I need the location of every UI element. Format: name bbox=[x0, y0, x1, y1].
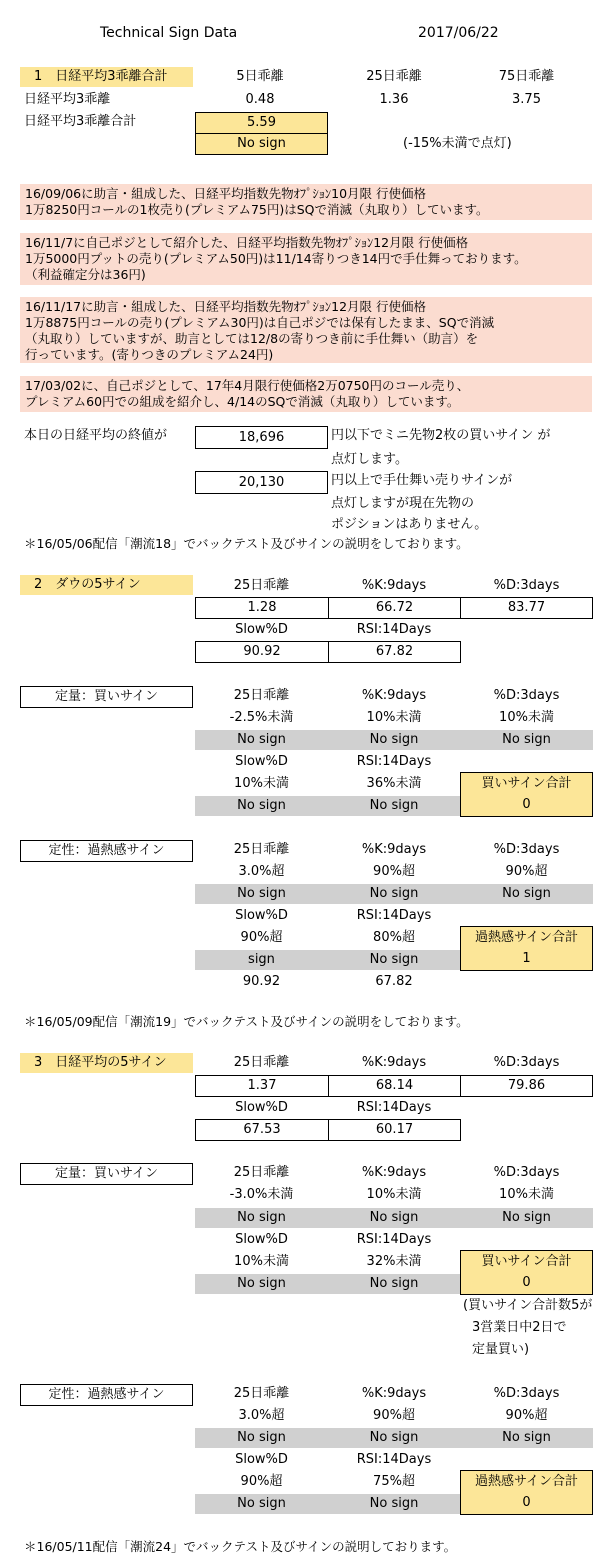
page-title: Technical Sign Data bbox=[100, 25, 238, 41]
s2-heat-sign-d: No sign bbox=[502, 886, 551, 901]
s3-col-slowd: Slow%D bbox=[235, 1100, 288, 1115]
s3-buy-col-k: %K:9days bbox=[361, 1165, 427, 1180]
s2-val-d: 83.77 bbox=[460, 597, 593, 619]
s2-buy-total-value: 0 bbox=[522, 797, 531, 812]
s1-sign: No sign bbox=[195, 133, 328, 155]
s3-val-d: 79.86 bbox=[460, 1075, 593, 1097]
s2-buy-total bbox=[460, 772, 593, 817]
buy-threshold-value: 18,696 bbox=[195, 426, 328, 449]
s3-buy-sign-d: No sign bbox=[502, 1210, 551, 1225]
s1-val-5d: 0.48 bbox=[245, 92, 275, 107]
s3-heat-sign-slowd: No sign bbox=[237, 1496, 286, 1511]
s2-buy-th-k: 10%未満 bbox=[366, 710, 422, 725]
s2-heat-sign-rsi: No sign bbox=[369, 952, 419, 967]
s3-col-25d: 25日乖離 bbox=[233, 1055, 290, 1070]
s3-heat-th-rsi: 75%超 bbox=[373, 1474, 415, 1489]
s3-heat-sign-d: No sign bbox=[502, 1430, 551, 1445]
s3-buy-th-slowd: 10%未満 bbox=[234, 1254, 289, 1269]
s2-val-rsi: 67.82 bbox=[328, 641, 461, 663]
s2-buy-sign-d: No sign bbox=[502, 732, 551, 747]
s2-heat-sign-slowd: sign bbox=[248, 952, 275, 967]
s3-col-k: %K:9days bbox=[361, 1055, 427, 1070]
s2-buy-sign-25d: No sign bbox=[237, 732, 286, 747]
note-4: 17/03/02に、自己ポジとして、17年4月限行使価格2万0750円のコール売り、 プレミアム60円での組成を紹介し、4/14のSQで消滅（丸取り）しています。 bbox=[20, 376, 592, 412]
reference-note-2: ＊16/05/09配信「潮流19」でバックテスト及びサインの説明をしております。 bbox=[24, 1014, 469, 1029]
s2-heat-val-slowd: 90.92 bbox=[242, 974, 281, 989]
s3-buy-col-rsi: RSI:14Days bbox=[356, 1232, 432, 1247]
s2-buy-th-25d: -2.5%未満 bbox=[229, 710, 294, 725]
s3-heat-total-value: 0 bbox=[522, 1495, 531, 1510]
s3-buy-sign-k: No sign bbox=[369, 1210, 419, 1225]
s3-heat-th-d: 90%超 bbox=[505, 1408, 548, 1423]
s3-heat-sign-k: No sign bbox=[369, 1430, 419, 1445]
s3-buy-col-d: %D:3days bbox=[493, 1165, 560, 1180]
reference-note-3: ＊16/05/11配信「潮流24」でバックテスト及びサインの説明しております。 bbox=[24, 1539, 457, 1554]
s3-val-slowd: 67.53 bbox=[195, 1119, 329, 1141]
s3-val-k: 68.14 bbox=[328, 1075, 461, 1097]
s2-heat-label: 定性：過熱感サイン bbox=[20, 840, 193, 862]
s2-buy-sign-k: No sign bbox=[369, 732, 419, 747]
s3-buy-note-3: 定量買い) bbox=[472, 1342, 530, 1357]
s3-buy-col-25d: 25日乖離 bbox=[233, 1165, 290, 1180]
s3-col-rsi: RSI:14Days bbox=[356, 1100, 432, 1115]
s3-heat-th-25d: 3.0%超 bbox=[238, 1408, 285, 1423]
s3-buy-total-label: 買いサイン合計 bbox=[481, 1254, 572, 1269]
s3-heat-col-slowd: Slow%D bbox=[235, 1452, 288, 1467]
s2-heat-col-rsi: RSI:14Days bbox=[356, 908, 432, 923]
s2-buy-col-k: %K:9days bbox=[361, 688, 427, 703]
s2-buy-th-rsi: 36%未満 bbox=[366, 776, 422, 791]
section3-title: 3 日経平均の5サイン bbox=[20, 1053, 193, 1073]
s2-heat-th-d: 90%超 bbox=[505, 864, 548, 879]
s1-col-25d: 25日乖離 bbox=[366, 69, 422, 84]
s2-heat-th-k: 90%超 bbox=[373, 864, 415, 879]
s2-col-k: %K:9days bbox=[361, 578, 427, 593]
note-2: 16/11/7に自己ポジとして紹介した、日経平均指数先物ｵﾌﾟｼｮﾝ12月限 行使価格 1万5000円プットの売り(プレミアム50円)は11/14寄りつき14円で手仕舞っております。 （利益確定分は36円) bbox=[20, 233, 592, 285]
s2-buy-col-slowd: Slow%D bbox=[235, 754, 288, 769]
s2-heat-th-25d: 3.0%超 bbox=[238, 864, 285, 879]
s2-col-d: %D:3days bbox=[493, 578, 560, 593]
s3-buy-label: 定量：買いサイン bbox=[20, 1163, 193, 1185]
s1-val-75d: 3.75 bbox=[512, 92, 541, 107]
s2-heat-total-label: 過熱感サイン合計 bbox=[474, 930, 579, 945]
s3-heat-col-k: %K:9days bbox=[361, 1386, 427, 1401]
s2-val-k: 66.72 bbox=[328, 597, 461, 619]
s2-heat-col-k: %K:9days bbox=[361, 842, 427, 857]
s3-buy-th-d: 10%未満 bbox=[499, 1187, 554, 1202]
s2-buy-th-slowd: 10%未満 bbox=[234, 776, 289, 791]
s3-heat-col-rsi: RSI:14Days bbox=[356, 1452, 432, 1467]
report-date: 2017/06/22 bbox=[418, 25, 499, 41]
s2-buy-sign-rsi: No sign bbox=[369, 798, 419, 813]
s3-heat-label: 定性：過熱感サイン bbox=[20, 1384, 193, 1406]
s3-buy-th-k: 10%未満 bbox=[366, 1187, 422, 1202]
buy-threshold-text1: 円以下でミニ先物2枚の買いサイン が bbox=[331, 428, 551, 443]
s2-val-25d: 1.28 bbox=[195, 597, 329, 619]
s3-buy-sign-rsi: No sign bbox=[369, 1276, 419, 1291]
sell-threshold-text2: 点灯しますが現在先物の bbox=[331, 496, 475, 511]
s2-col-slowd: Slow%D bbox=[235, 622, 288, 637]
s3-buy-sign-25d: No sign bbox=[237, 1210, 286, 1225]
s2-heat-th-rsi: 80%超 bbox=[373, 930, 415, 945]
s2-buy-th-d: 10%未満 bbox=[499, 710, 554, 725]
section2-title: 2 ダウの5サイン bbox=[20, 575, 193, 595]
s2-val-slowd: 90.92 bbox=[195, 641, 329, 663]
s1-val-25d: 1.36 bbox=[379, 92, 409, 107]
sell-threshold-text3: ポジションはありません。 bbox=[331, 517, 488, 532]
s3-buy-col-slowd: Slow%D bbox=[235, 1232, 288, 1247]
s2-col-25d: 25日乖離 bbox=[233, 578, 290, 593]
s3-buy-note-2: 3営業日中2日で bbox=[472, 1320, 567, 1335]
s1-col-5d: 5日乖離 bbox=[236, 69, 284, 84]
buy-threshold-text2: 点灯します。 bbox=[331, 452, 408, 467]
s2-buy-label: 定量：買いサイン bbox=[20, 686, 193, 708]
close-label: 本日の日経平均の終値が bbox=[24, 428, 168, 443]
s1-note: (-15%未満で点灯) bbox=[403, 136, 512, 151]
s1-col-75d: 75日乖離 bbox=[498, 69, 555, 84]
reference-note-1: ＊16/05/06配信「潮流18」でバックテスト及びサインの説明をしております。 bbox=[24, 536, 469, 551]
s1-sum-value: 5.59 bbox=[195, 112, 328, 134]
s3-val-25d: 1.37 bbox=[195, 1075, 329, 1097]
s2-buy-col-d: %D:3days bbox=[493, 688, 560, 703]
s3-val-rsi: 60.17 bbox=[328, 1119, 461, 1141]
s2-heat-total bbox=[460, 926, 593, 971]
note-1: 16/09/06に助言・組成した、日経平均指数先物ｵﾌﾟｼｮﾝ10月限 行使価格 1万8250円コールの1枚売り(プレミアム75円)はSQで消滅（丸取り）しています。 bbox=[20, 184, 592, 220]
s3-heat-sign-25d: No sign bbox=[237, 1430, 286, 1445]
note-3: 16/11/17に助言・組成した、日経平均指数先物ｵﾌﾟｼｮﾝ12月限 行使価格 1万8875円コールの売り(プレミアム30円)は自己ポジでは保有したまま、SQで消滅 （丸取り）していますが、助言としては12/8の寄りつき前に手仕舞い（助言）を 行っています。(寄りつきのプレミアム24円) bbox=[20, 297, 592, 363]
s2-heat-col-d: %D:3days bbox=[493, 842, 560, 857]
s1-sum-label: 日経平均3乖離合計 bbox=[24, 114, 137, 129]
s3-heat-col-d: %D:3days bbox=[493, 1386, 560, 1401]
s3-buy-sign-slowd: No sign bbox=[237, 1276, 286, 1291]
s2-heat-val-rsi: 67.82 bbox=[375, 974, 413, 989]
sell-threshold-text1: 円以上で手仕舞い売りサインが bbox=[331, 473, 513, 488]
s3-buy-th-25d: -3.0%未満 bbox=[229, 1187, 294, 1202]
s3-buy-total-value: 0 bbox=[522, 1275, 531, 1290]
section1-title: 1 日経平均3乖離合計 bbox=[20, 67, 193, 87]
s3-heat-col-25d: 25日乖離 bbox=[233, 1386, 290, 1401]
s3-heat-total bbox=[460, 1470, 593, 1515]
s2-heat-col-25d: 25日乖離 bbox=[233, 842, 290, 857]
s2-heat-col-slowd: Slow%D bbox=[235, 908, 288, 923]
s2-buy-sign-slowd: No sign bbox=[237, 798, 286, 813]
s2-buy-col-rsi: RSI:14Days bbox=[356, 754, 432, 769]
s2-col-rsi: RSI:14Days bbox=[356, 622, 432, 637]
sell-threshold-value: 20,130 bbox=[195, 471, 328, 494]
s2-heat-th-slowd: 90%超 bbox=[240, 930, 283, 945]
s3-heat-th-slowd: 90%超 bbox=[240, 1474, 283, 1489]
s2-heat-sign-k: No sign bbox=[369, 886, 419, 901]
s3-heat-sign-rsi: No sign bbox=[369, 1496, 419, 1511]
s3-buy-th-rsi: 32%未満 bbox=[366, 1254, 422, 1269]
s3-heat-th-k: 90%超 bbox=[373, 1408, 415, 1423]
s3-col-d: %D:3days bbox=[493, 1055, 560, 1070]
s3-heat-total-label: 過熱感サイン合計 bbox=[474, 1474, 579, 1489]
s2-buy-col-25d: 25日乖離 bbox=[233, 688, 290, 703]
s3-buy-total bbox=[460, 1250, 593, 1295]
s1-row-label: 日経平均3乖離 bbox=[24, 92, 111, 107]
s2-heat-total-value: 1 bbox=[522, 951, 531, 966]
s2-buy-total-label: 買いサイン合計 bbox=[481, 776, 572, 791]
s3-buy-note-1: (買いサイン合計数5が bbox=[463, 1298, 593, 1313]
s2-heat-sign-25d: No sign bbox=[237, 886, 286, 901]
